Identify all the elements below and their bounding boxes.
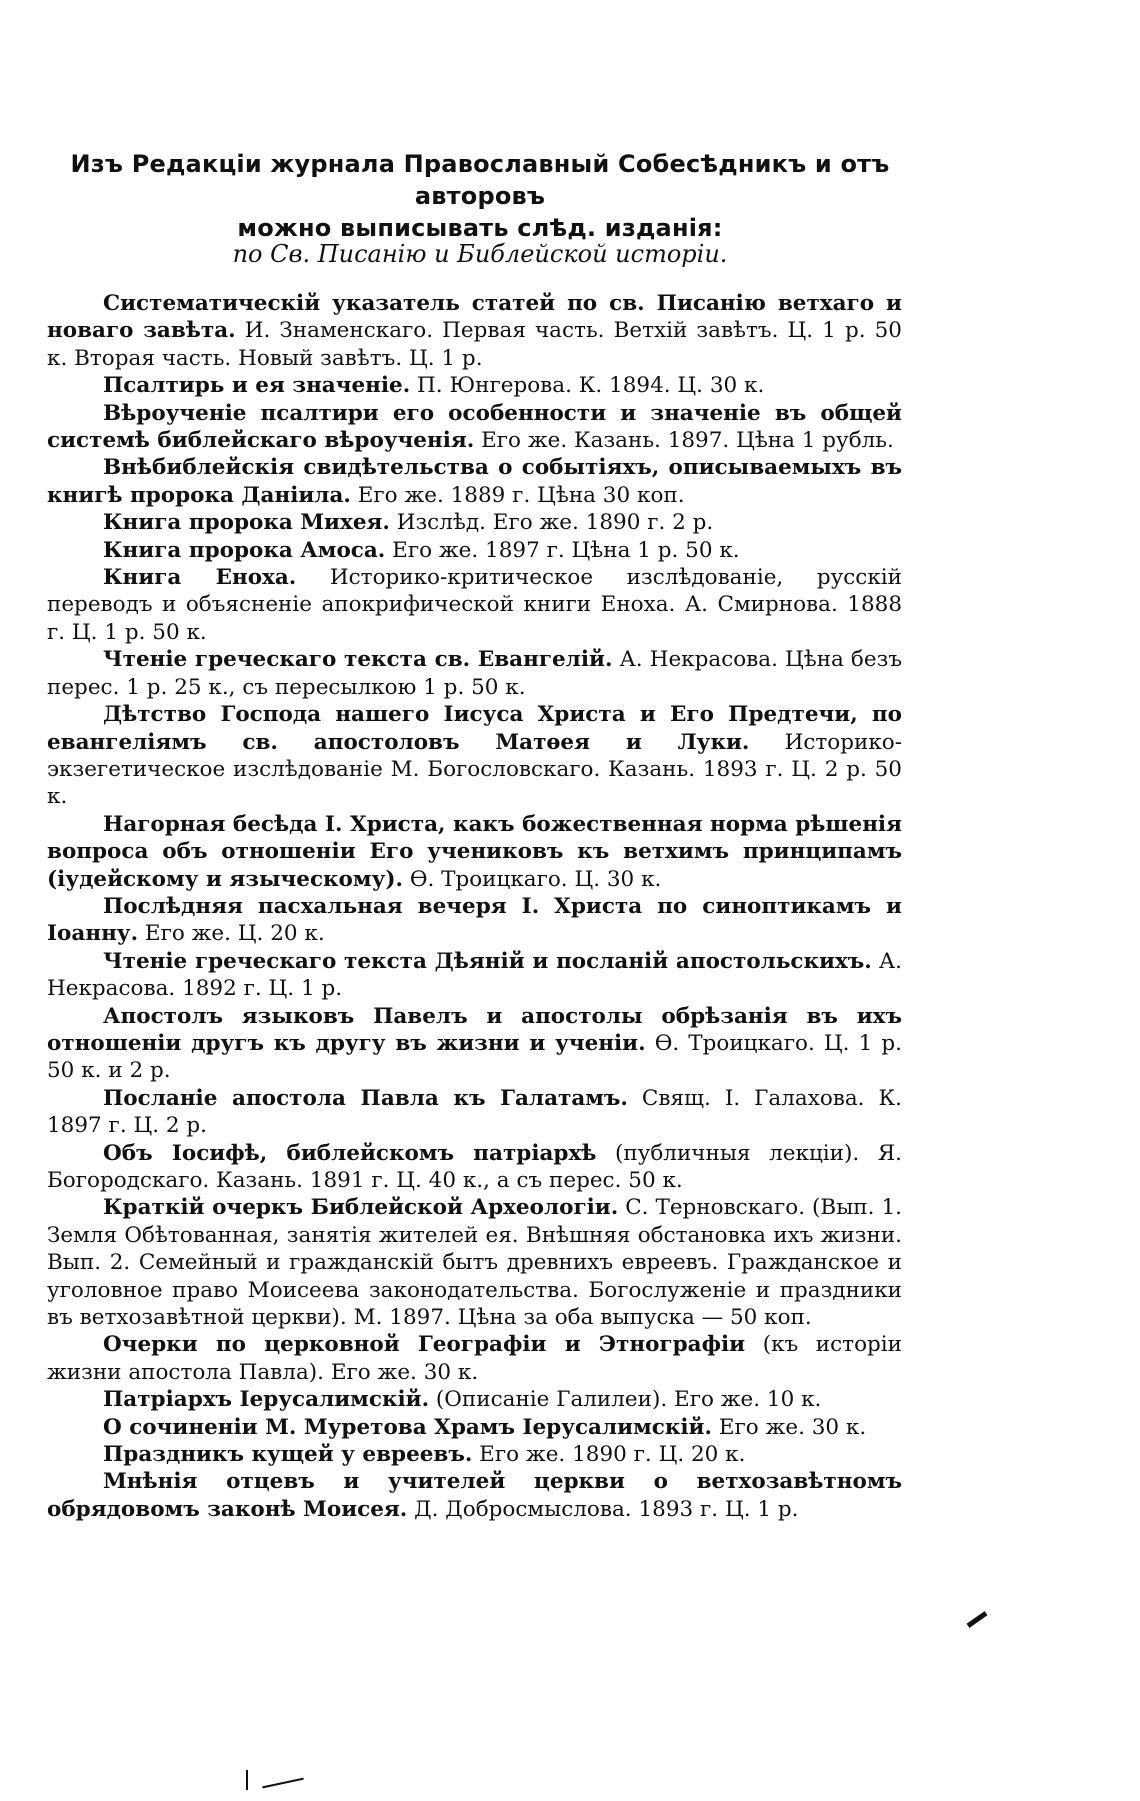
entry-details: Ѳ. Троицкаго. Ц. 30 к. xyxy=(403,866,662,892)
list-item xyxy=(47,1468,902,1523)
entry-title: Книга Еноха. xyxy=(103,565,297,591)
entry-title: Мнѣнія отцевъ и учителей церкви о ветхозавѣтномъ обрядовомъ законѣ Моисея. xyxy=(47,1469,902,1522)
ink-mark xyxy=(246,1770,248,1790)
entry-details: Его же. 1897 г. Цѣна 1 р. 50 к. xyxy=(385,537,740,563)
entry-title: Книга пророка Амоса. xyxy=(103,537,386,563)
list-item xyxy=(47,372,902,399)
list-item xyxy=(47,1140,902,1195)
entry-details: Его же. 1890 г. Ц. 20 к. xyxy=(472,1442,746,1468)
list-item xyxy=(47,400,902,455)
list-item xyxy=(47,1194,902,1331)
entry-title: Вѣроученіе псалтири его особенности и значеніе въ общей системѣ библейскаго вѣроученія. xyxy=(47,400,902,454)
entry-title: Чтеніе греческаго текста св. Евангелій. xyxy=(103,647,613,673)
entry-details: Его же. Казань. 1897. Цѣна 1 рубль. xyxy=(474,428,894,454)
entry-details: Его же. 30 к. xyxy=(712,1414,867,1440)
entry-title: Посланіе апостола Павла къ Галатамъ. xyxy=(103,1085,628,1111)
entry-title: Объ Іосифѣ, библейскомъ патріархѣ xyxy=(103,1140,597,1166)
entry-details: Свящ. І. Галахова. К. 1897 г. Ц. 2 р. xyxy=(47,1085,902,1139)
entry-details: (Описаніе Галилеи). Его же. 10 к. xyxy=(429,1387,822,1413)
list-item xyxy=(47,1414,902,1441)
entry-details: А. Некрасова. Цѣна безъ перес. 1 р. 25 к., съ пересылкою 1 р. 50 к. xyxy=(47,647,903,700)
entry-details: И. Знаменскаго. Первая часть. Ветхій завѣтъ. Ц. 1 р. 50 к. Вторая часть. Новый завѣтъ. Ц. 1 р. xyxy=(47,318,902,371)
entry-details: Историко-критическое изслѣдованіе, русскій переводъ и объясненіе апокрифической книги Еноха. А. Смирнова. 1888 г. Ц. 1 р. 50 к. xyxy=(47,565,902,645)
entry-details: А. Некрасова. 1892 г. Ц. 1 р. xyxy=(47,948,903,1002)
entry-title: Книга пророка Михея. xyxy=(103,510,390,536)
list-item xyxy=(47,290,902,372)
entry-title: Апостолъ языковъ Павелъ и апостолы обрѣзанія въ ихъ отношеніи другъ къ другу въ жизни и ученіи. xyxy=(47,1003,902,1056)
entry-details: Его же. Ц. 20 к. xyxy=(138,921,325,947)
entry-details: С. Терновскаго. (Вып. 1. Земля Обѣтованная, занятія жителей ея. Внѣшняя обстановка ихъ жизни. Вып. 2. Семейный и гражданскій бытъ древнихъ евреевъ. Гражданское и уголовное право Моисеева законодательства. Богослуженіе и праздники въ ветхозавѣтной церкви). М. 1897. Цѣна за оба выпуска — 50 коп. xyxy=(47,1195,902,1331)
header-line-2: можно выписывать слѣд. изданія: xyxy=(237,214,723,242)
entry-details: Ѳ. Троицкаго. Ц. 1 р. 50 к. и 2 р. xyxy=(47,1030,902,1084)
entry-details: П. Юнгерова. К. 1894. Ц. 30 к. xyxy=(410,373,765,399)
list-item xyxy=(47,1386,902,1413)
entry-title: Внѣбиблейскія свидѣтельства о событіяхъ, описываемыхъ въ книгѣ пророка Даніила. xyxy=(47,455,902,508)
section-title: по Св. Писанію и Библейской исторіи. xyxy=(232,240,728,268)
catalog-list xyxy=(47,290,902,1523)
list-item xyxy=(47,1331,902,1386)
list-item xyxy=(47,1441,902,1468)
entry-details: Историко-экзегетическое изслѣдованіе М. Богословскаго. Казань. 1893 г. Ц. 2 р. 50 к. xyxy=(47,729,902,810)
entry-details: Д. Добросмыслова. 1893 г. Ц. 1 р. xyxy=(407,1496,799,1522)
list-item xyxy=(47,509,902,536)
list-item xyxy=(47,646,902,701)
entry-title: Дѣтство Господа нашего Іисуса Христа и Его Предтечи, по евангеліямъ св. апостоловъ Матѳея и Луки. xyxy=(47,702,902,755)
header-line-1: Изъ Редакціи журнала Православный Собесѣдникъ и отъ авторовъ xyxy=(70,150,890,210)
ink-mark xyxy=(967,1611,988,1628)
list-item xyxy=(47,948,902,1003)
entry-details: (къ исторіи жизни апостола Павла). Его же. 30 к. xyxy=(47,1332,902,1385)
entry-title: О сочиненіи М. Муретова Храмъ Іерусалимскій. xyxy=(103,1414,712,1440)
list-item xyxy=(47,1003,902,1085)
list-item xyxy=(47,893,902,948)
list-item xyxy=(47,564,902,646)
entry-details: (публичныя лекціи). Я. Богородскаго. Казань. 1891 г. Ц. 40 к., а съ перес. 50 к. xyxy=(47,1140,902,1193)
list-item xyxy=(47,811,902,893)
entry-details: Изслѣд. Его же. 1890 г. 2 р. xyxy=(389,510,714,536)
list-item xyxy=(47,537,902,564)
entry-title: Патріархъ Іерусалимскій. xyxy=(103,1387,430,1413)
entry-title: Чтеніе греческаго текста Дѣяній и посланій апостольскихъ. xyxy=(103,948,872,974)
entry-title: Псалтирь и ея значеніе. xyxy=(103,373,411,399)
entry-title: Краткій очеркъ Библейской Археологіи. xyxy=(103,1195,619,1221)
page-header xyxy=(40,148,920,244)
list-item xyxy=(47,1085,902,1140)
entry-details: Его же. 1889 г. Цѣна 30 коп. xyxy=(350,482,685,508)
list-item xyxy=(47,701,902,811)
entry-title: Систематическій указатель статей по св. Писанію ветхаго и новаго завѣта. xyxy=(47,291,902,344)
entry-title: Нагорная бесѣда І. Христа, какъ божественная норма рѣшенія вопроса объ отношеніи Его учениковъ къ ветхимъ принципамъ (іудейскому и языческому). xyxy=(47,811,902,892)
entry-title: Очерки по церковной Географіи и Этнографіи xyxy=(103,1332,746,1358)
list-item xyxy=(47,454,902,509)
entry-title: Послѣдняя пасхальная вечеря І. Христа по синоптикамъ и Іоанну. xyxy=(47,893,902,947)
entry-title: Праздникъ кущей у евреевъ. xyxy=(103,1442,473,1468)
ink-mark xyxy=(262,1778,303,1789)
